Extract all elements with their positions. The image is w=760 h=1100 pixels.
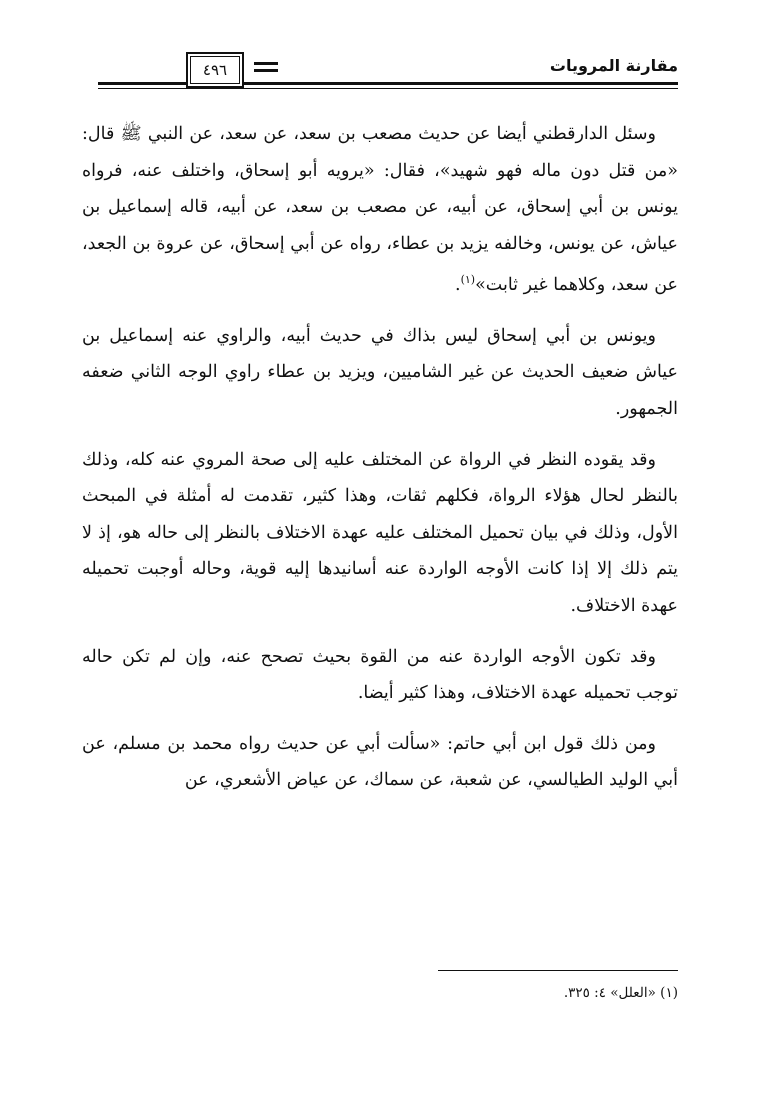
header-rule-thin	[98, 88, 678, 89]
ornament-dash	[254, 62, 278, 65]
paragraph: وقد يقوده النظر في الرواة عن المختلف عليه إلى صحة المروي عنه كله، وذلك بالنظر لحال هؤلاء الرواة، فكلهم ثقات، وهذا كثير، تقدمت له أمثلة في المبحث الأول، وذلك في بيان تحميل المختلف عليه عهدة الاختلاف بالنظر إلى حاله هو، إذ لا يتم ذلك إلا إذا كانت الأوجه الواردة عنه أسانيدها إليه قوية، وحاله أوجبت تحميله عهدة الاختلاف.	[82, 449, 678, 616]
paragraph: ويونس بن أبي إسحاق ليس بذاك في حديث أبيه، والراوي عنه إسماعيل بن عياش ضعيف الحديث عن غير الشاميين، ويزيد بن عطاء راوي الوجه الثاني ضعفه الجمهور.	[82, 325, 678, 419]
footnote-reference: (١)	[460, 273, 476, 287]
paragraph	[82, 116, 678, 304]
body-text	[82, 116, 678, 813]
page-header	[98, 52, 678, 98]
page-number: ٤٩٦	[202, 61, 228, 79]
footnote-separator	[438, 970, 678, 971]
paragraph-end-mark: .	[454, 275, 461, 296]
page-number-box	[186, 52, 244, 88]
running-title: مقارنة المرويات	[549, 56, 678, 75]
footnote: (١) «العلل» ٤: ٣٢٥.	[563, 985, 678, 1001]
ornament-dash	[254, 69, 278, 72]
page-number-box-inner-border	[190, 56, 240, 84]
paragraph: ومن ذلك قول ابن أبي حاتم: «سألت أبي عن حديث رواه محمد بن مسلم، عن أبي الوليد الطيالسي، عن شعبة، عن سماك، عن عياض الأشعري، عن	[82, 733, 678, 791]
paragraph: وقد تكون الأوجه الواردة عنه من القوة بحيث تصحح عنه، وإن لم تكن حاله توجب تحميله عهدة الاختلاف، وهذا كثير أيضا.	[82, 646, 678, 704]
header-rule-thick	[98, 82, 678, 85]
paragraph-text: وسئل الدارقطني أيضا عن حديث مصعب بن سعد، عن سعد، عن النبي ﷺ قال: «من قتل دون ماله فهو شهيد»، فقال: «يرويه أبو إسحاق، واختلف عنه، فرواه يونس بن أبي إسحاق، عن أبيه، عن مصعب بن سعد، عن أبيه، قاله إسماعيل بن عياش، عن يونس، وخالفه يزيد بن عطاء، رواه عن أبي إسحاق، عن عروة بن الجعد، عن سعد، وكلاهما غير ثابت»	[82, 124, 678, 296]
